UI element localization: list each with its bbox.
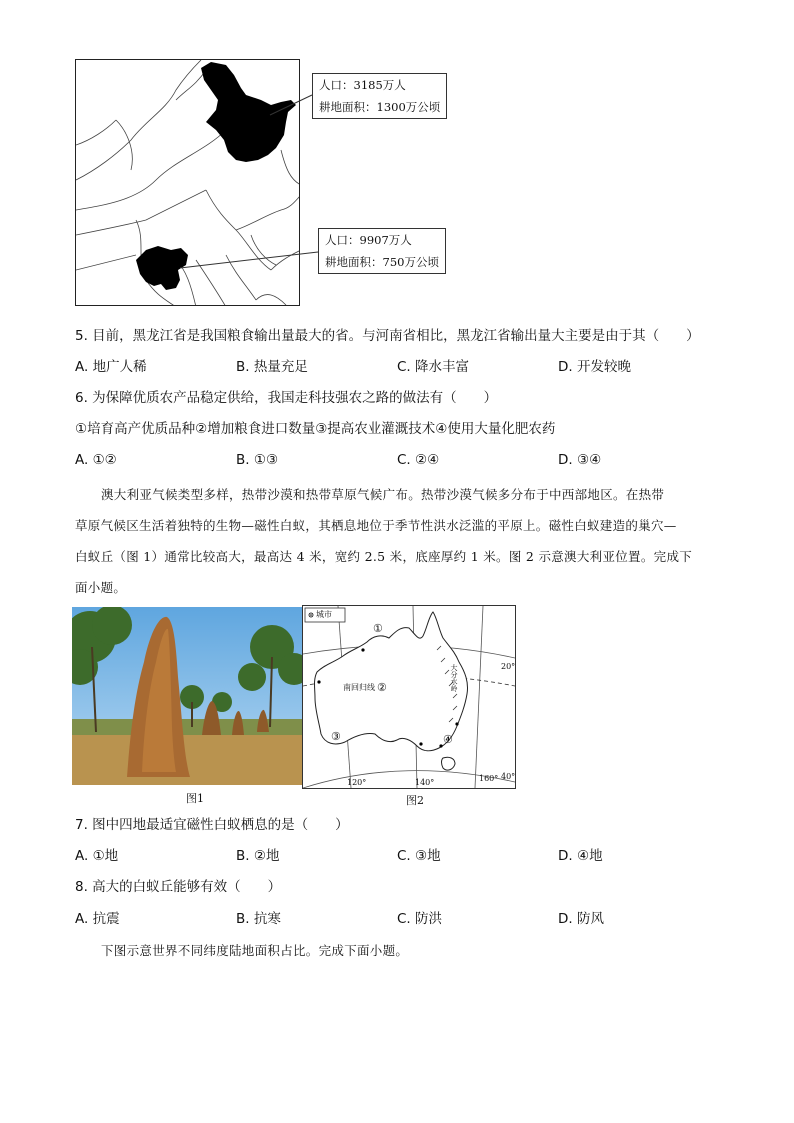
callout-henan — [318, 228, 446, 274]
lon-label-160: 160° — [479, 774, 499, 783]
legend-city-label: 城市 — [316, 610, 332, 619]
question-8-option-b[interactable]: B. 抗寒 — [236, 911, 281, 927]
passage-line-2: 草原气候区生活着独特的生物—磁性白蚁，其栖息地位于季节性洪水泛滥的平原上。磁性白蚁建造的巢穴— — [75, 518, 677, 533]
question-8-option-a[interactable]: A. 抗震 — [75, 911, 120, 927]
figure-1-caption: 图1 — [186, 792, 204, 805]
figure-2-caption: 图2 — [406, 794, 424, 807]
question-8-option-d[interactable]: D. 防风 — [558, 911, 604, 927]
marker-1: ① — [373, 622, 383, 635]
population-text: 人口：9907万人 — [325, 233, 412, 247]
question-8-option-c[interactable]: C. 防洪 — [397, 911, 443, 927]
question-6-stem: 6. 为保障优质农产品稳定供给，我国走科技强农之路的做法有（ ） — [75, 390, 498, 406]
lon-label-120: 120° — [347, 778, 367, 787]
question-6-option-d[interactable]: D. ③④ — [558, 452, 602, 468]
question-8-stem: 8. 高大的白蚁丘能够有效（ ） — [75, 879, 282, 895]
question-5-option-a[interactable]: A. 地广人稀 — [75, 359, 147, 375]
passage-line-1: 澳大利亚气候类型多样，热带沙漠和热带草原气候广布。热带沙漠气候多分布于中西部地区。在热带 — [101, 487, 665, 502]
australia-map-figure — [302, 605, 516, 789]
lon-label-140: 140° — [415, 778, 435, 787]
question-6-option-c[interactable]: C. ②④ — [397, 452, 440, 468]
question-7-option-b[interactable]: B. ②地 — [236, 848, 280, 864]
question-5-option-b[interactable]: B. 热量充足 — [236, 359, 308, 375]
lat-label-40: 40° — [501, 772, 516, 781]
passage-line-3: 白蚁丘（图 1）通常比较高大，最高达 4 米，宽约 2.5 米，底座厚约 1 米。图 2 示意澳大利亚位置。完成下 — [75, 549, 693, 564]
population-text: 人口：3185万人 — [319, 78, 406, 92]
question-7-stem: 7. 图中四地最适宜磁性白蚁栖息的是（ ） — [75, 817, 349, 833]
farmland-text: 耕地面积：1300万公顷 — [319, 100, 441, 114]
range-label: 大分水岭 — [450, 664, 458, 692]
question-6-option-b[interactable]: B. ①③ — [236, 452, 279, 468]
passage-line-4: 面小题。 — [75, 580, 127, 595]
callout-heilongjiang — [312, 73, 447, 119]
next-section-intro: 下图示意世界不同纬度陆地面积占比。完成下面小题。 — [101, 943, 409, 958]
marker-3: ③ — [331, 730, 341, 743]
marker-4: ④ — [443, 733, 453, 746]
question-6-items: ①培育高产优质品种②增加粮食进口数量③提高农业灌溉技术④使用大量化肥农药 — [75, 421, 556, 437]
lat-label-20: 20° — [501, 662, 516, 671]
question-7-option-c[interactable]: C. ③地 — [397, 848, 441, 864]
tasmania-outline — [442, 757, 456, 770]
farmland-text: 耕地面积：750万公顷 — [325, 255, 439, 269]
question-5-option-c[interactable]: C. 降水丰富 — [397, 359, 470, 375]
termite-mound-photo — [72, 607, 302, 785]
tropic-label: 南回归线 — [343, 683, 375, 692]
question-5-option-d[interactable]: D. 开发较晚 — [558, 359, 631, 375]
marker-2: ② — [377, 681, 387, 694]
question-7-option-a[interactable]: A. ①地 — [75, 848, 119, 864]
question-7-option-d[interactable]: D. ④地 — [558, 848, 603, 864]
question-5-stem: 5. 目前，黑龙江省是我国粮食输出量最大的省。与河南省相比，黑龙江省输出量大主要是由于其（ ） — [75, 328, 700, 344]
question-6-option-a[interactable]: A. ①② — [75, 452, 117, 468]
